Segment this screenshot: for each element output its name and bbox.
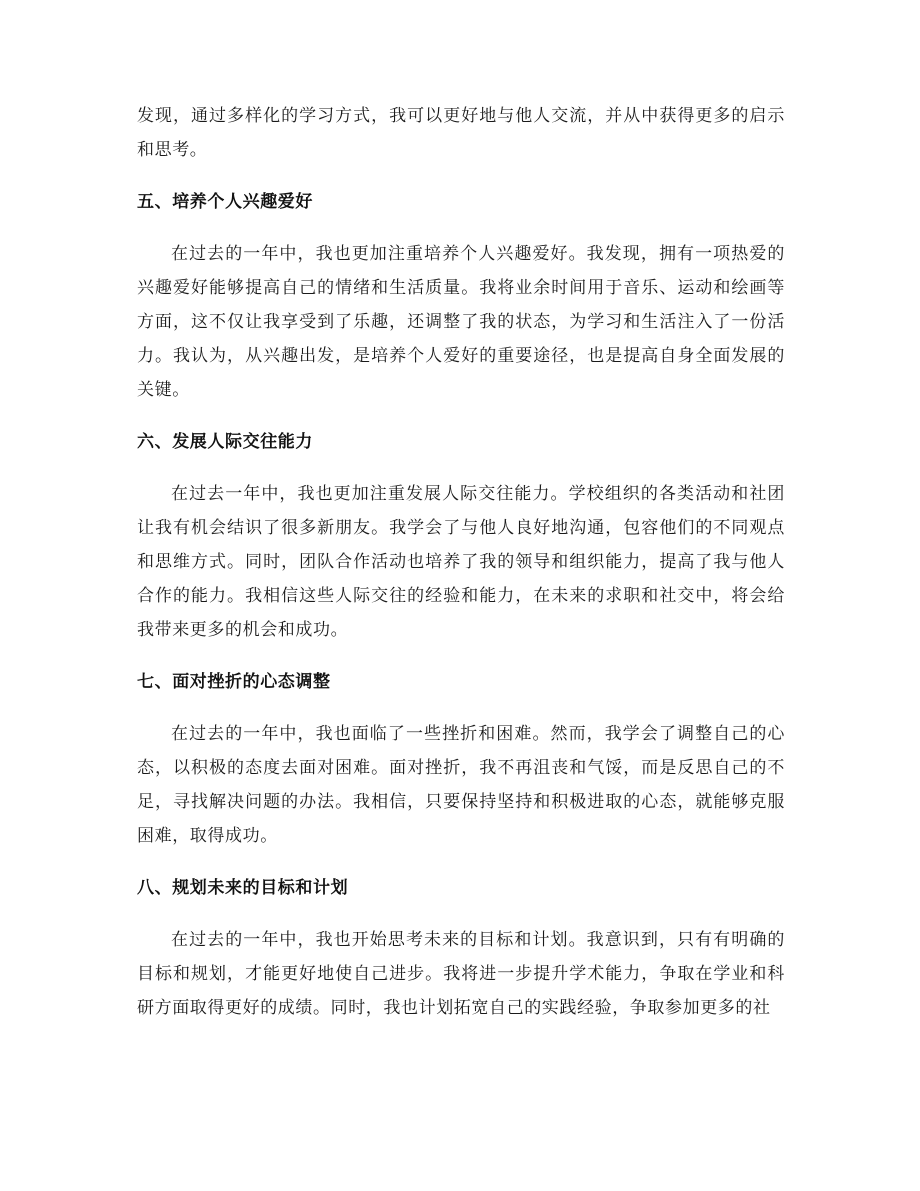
section-heading-5: 五、培养个人兴趣爱好 [137,192,313,212]
section-heading-8: 八、规划未来的目标和计划 [137,878,349,898]
spacer [137,219,785,237]
spacer [137,647,785,665]
section-heading-6: 六、发展人际交往能力 [137,432,313,452]
spacer [137,853,785,871]
section-body-8: 在过去的一年中，我也开始思考未来的目标和计划。我意识到，只有有明确的目标和规划，才能更好地使自己进步。我将进一步提升学术能力，争取在学业和科研方面取得更好的成绩。同时，我也计划拓宽自己的实践经验，争取参加更多的社 [137,930,785,1018]
section-body-7: 在过去的一年中，我也面临了一些挫折和困难。然而，我学会了调整自己的心态，以积极的态度去面对困难。面对挫折，我不再沮丧和气馁，而是反思自己的不足，寻找解决问题的办法。我相信，只要保持坚持和积极进取的心态，就能够克服困难，取得成功。 [137,724,785,846]
spacer [137,167,785,185]
spacer [137,699,785,717]
section-body-5: 在过去的一年中，我也更加注重培养个人兴趣爱好。我发现，拥有一项热爱的兴趣爱好能够提高自己的情绪和生活质量。我将业余时间用于音乐、运动和绘画等方面，这不仅让我享受到了乐趣，还调整了我的状态，为学习和生活注入了一份活力。我认为，从兴趣出发，是培养个人爱好的重要途径，也是提高自身全面发展的关键。 [137,244,785,400]
spacer [137,459,785,477]
document-content [137,99,785,1025]
intro-paragraph: 发现，通过多样化的学习方式，我可以更好地与他人交流，并从中获得更多的启示和思考。 [137,106,785,160]
spacer [137,407,785,425]
spacer [137,905,785,923]
section-body-6: 在过去一年中，我也更加注重发展人际交往能力。学校组织的各类活动和社团让我有机会结识了很多新朋友。我学会了与他人良好地沟通，包容他们的不同观点和思维方式。同时，团队合作活动也培养了我的领导和组织能力，提高了我与他人合作的能力。我相信这些人际交往的经验和能力，在未来的求职和社交中，将会给我带来更多的机会和成功。 [137,484,785,640]
section-heading-7: 七、面对挫折的心态调整 [137,672,331,692]
